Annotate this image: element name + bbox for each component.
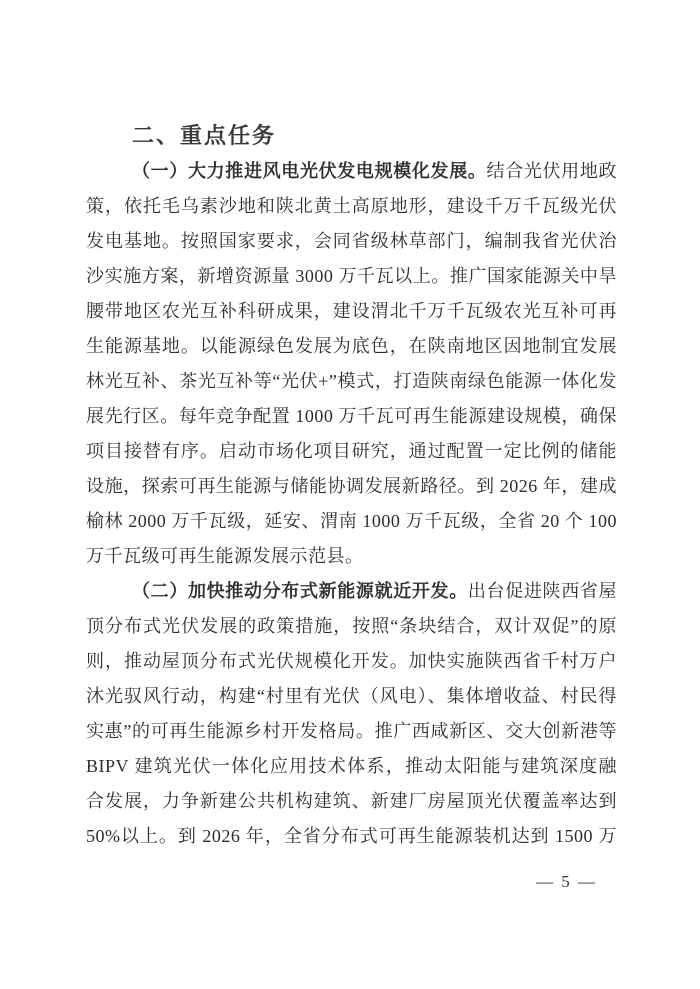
text-line: 50%以上。到 2026 年，全省分布式可再生能源装机达到 1500 万 — [86, 826, 617, 846]
paragraph-2 — [86, 574, 617, 854]
text-line: 榆林 2000 万千瓦级，延安、渭南 1000 万千瓦级，全省 20 个 100 — [86, 511, 617, 531]
paragraph-1-lead: （一）大力推进风电光伏发电规模化发展。 — [132, 161, 487, 181]
text-line: 沐光驭风行动，构建“村里有光伏（风电）、集体增收益、村民得 — [86, 686, 617, 706]
text-line: 合发展，力争新建公共机构建筑、新建厂房屋顶光伏覆盖率达到 — [86, 791, 617, 811]
text-line — [86, 574, 617, 609]
text-line: 发电基地。按照国家要求，会同省级林草部门，编制我省光伏治 — [86, 231, 617, 251]
text-line: 腰带地区农光互补科研成果，建设渭北千万千瓦级农光互补可再 — [86, 301, 617, 321]
text-line: 策，依托毛乌素沙地和陕北黄土高原地形，建设千万千瓦级光伏 — [86, 196, 617, 216]
page-number: — 5 — — [536, 872, 597, 891]
text-line: BIPV 建筑光伏一体化应用技术体系，推动太阳能与建筑深度融 — [86, 756, 617, 776]
text-line: 顶分布式光伏发展的政策措施，按照“条块结合，双计双促”的原 — [86, 616, 617, 636]
text-line: 展先行区。每年竞争配置 1000 万千瓦可再生能源建设规模，确保 — [86, 406, 617, 426]
text-line: 设施，探索可再生能源与储能协调发展新路径。到 2026 年，建成 — [86, 476, 617, 496]
text-line: 林光互补、茶光互补等“光伏+”模式，打造陕南绿色能源一体化发 — [86, 371, 617, 391]
text-line: 实惠”的可再生能源乡村开发格局。推广西咸新区、交大创新港等 — [86, 721, 617, 741]
paragraph-1 — [86, 154, 617, 574]
text-line: 沙实施方案，新增资源量 3000 万千瓦以上。推广国家能源关中旱 — [86, 266, 617, 286]
text-line: 则，推动屋顶分布式光伏规模化开发。加快实施陕西省千村万户 — [86, 651, 617, 671]
text-line — [86, 154, 617, 189]
text-line: 万千瓦级可再生能源发展示范县。 — [86, 546, 364, 566]
text-line: 生能源基地。以能源绿色发展为底色，在陕南地区因地制宜发展 — [86, 336, 617, 356]
text-block — [86, 118, 617, 854]
section-heading: 二、重点任务 — [132, 123, 277, 148]
text-line: 项目接替有序。启动市场化项目研究，通过配置一定比例的储能 — [86, 441, 617, 461]
paragraph-2-line-1-rest: 出台促进陕西省屋 — [467, 581, 617, 601]
paragraph-1-line-1-rest: 结合光伏用地政 — [486, 161, 617, 181]
paragraph-2-lead: （二）加快推动分布式新能源就近开发。 — [132, 581, 468, 601]
